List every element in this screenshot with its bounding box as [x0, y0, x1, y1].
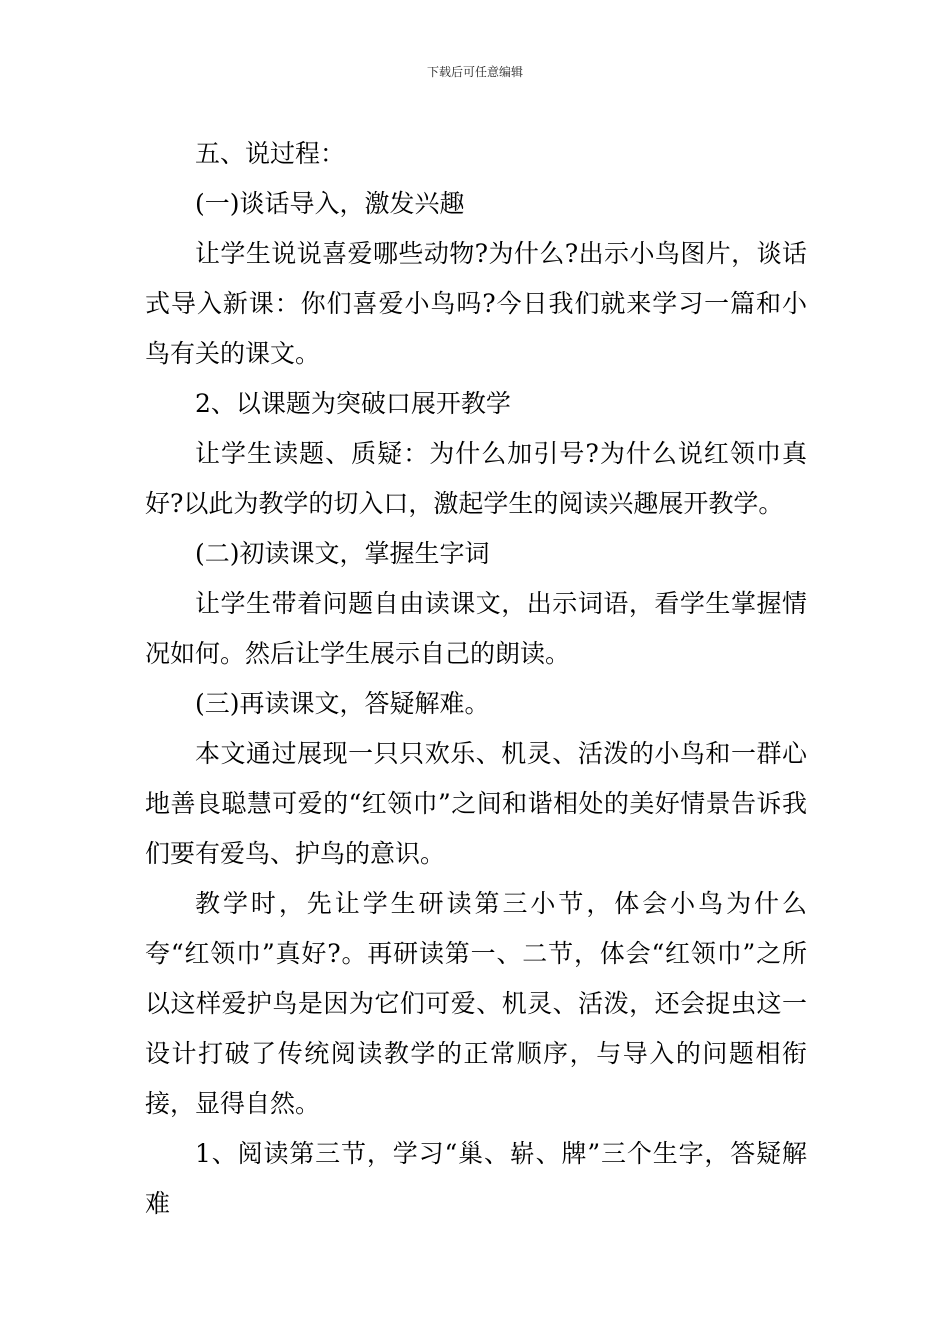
paragraph: 本文通过展现一只只欢乐、机灵、活泼的小鸟和一群心地善良聪慧可爱的“红领巾”之间和谐相处的美好情景告诉我们要有爱鸟、护鸟的意识。 [145, 739, 807, 868]
subsection-heading: (三)再读课文，答疑解难。 [195, 689, 490, 718]
document-body [145, 129, 807, 1229]
paragraph: 教学时，先让学生研读第三小节，体会小鸟为什么夸“红领巾”真好?。再研读第一、二节，体会“红领巾”之所以这样爱护鸟是因为它们可爱、机灵、活泼，还会捉虫这一设计打破了传统阅读教学的正常顺序，与导入的问题相衔接，显得自然。 [145, 889, 807, 1118]
paragraph: 让学生带着问题自由读课文，出示词语，看学生掌握情况如何。然后让学生展示自己的朗读。 [145, 589, 807, 668]
paragraph: 1、阅读第三节，学习“巢、崭、牌”三个生字，答疑解难 [145, 1139, 807, 1218]
page-header: 下载后可任意编辑 [426, 65, 523, 79]
paragraph: 让学生说说喜爱哪些动物?为什么?出示小鸟图片，谈话式导入新课：你们喜爱小鸟吗?今日我们就来学习一篇和小鸟有关的课文。 [145, 239, 807, 368]
subsection-heading: (二)初读课文，掌握生字词 [195, 539, 490, 568]
subsection-heading: 2、以课题为突破口展开教学 [195, 389, 511, 418]
section-heading: 五、说过程： [195, 139, 346, 168]
subsection-heading: (一)谈话导入，激发兴趣 [195, 189, 465, 218]
paragraph: 让学生读题、质疑：为什么加引号?为什么说红领巾真好?以此为教学的切入口，激起学生的阅读兴趣展开教学。 [145, 439, 807, 518]
